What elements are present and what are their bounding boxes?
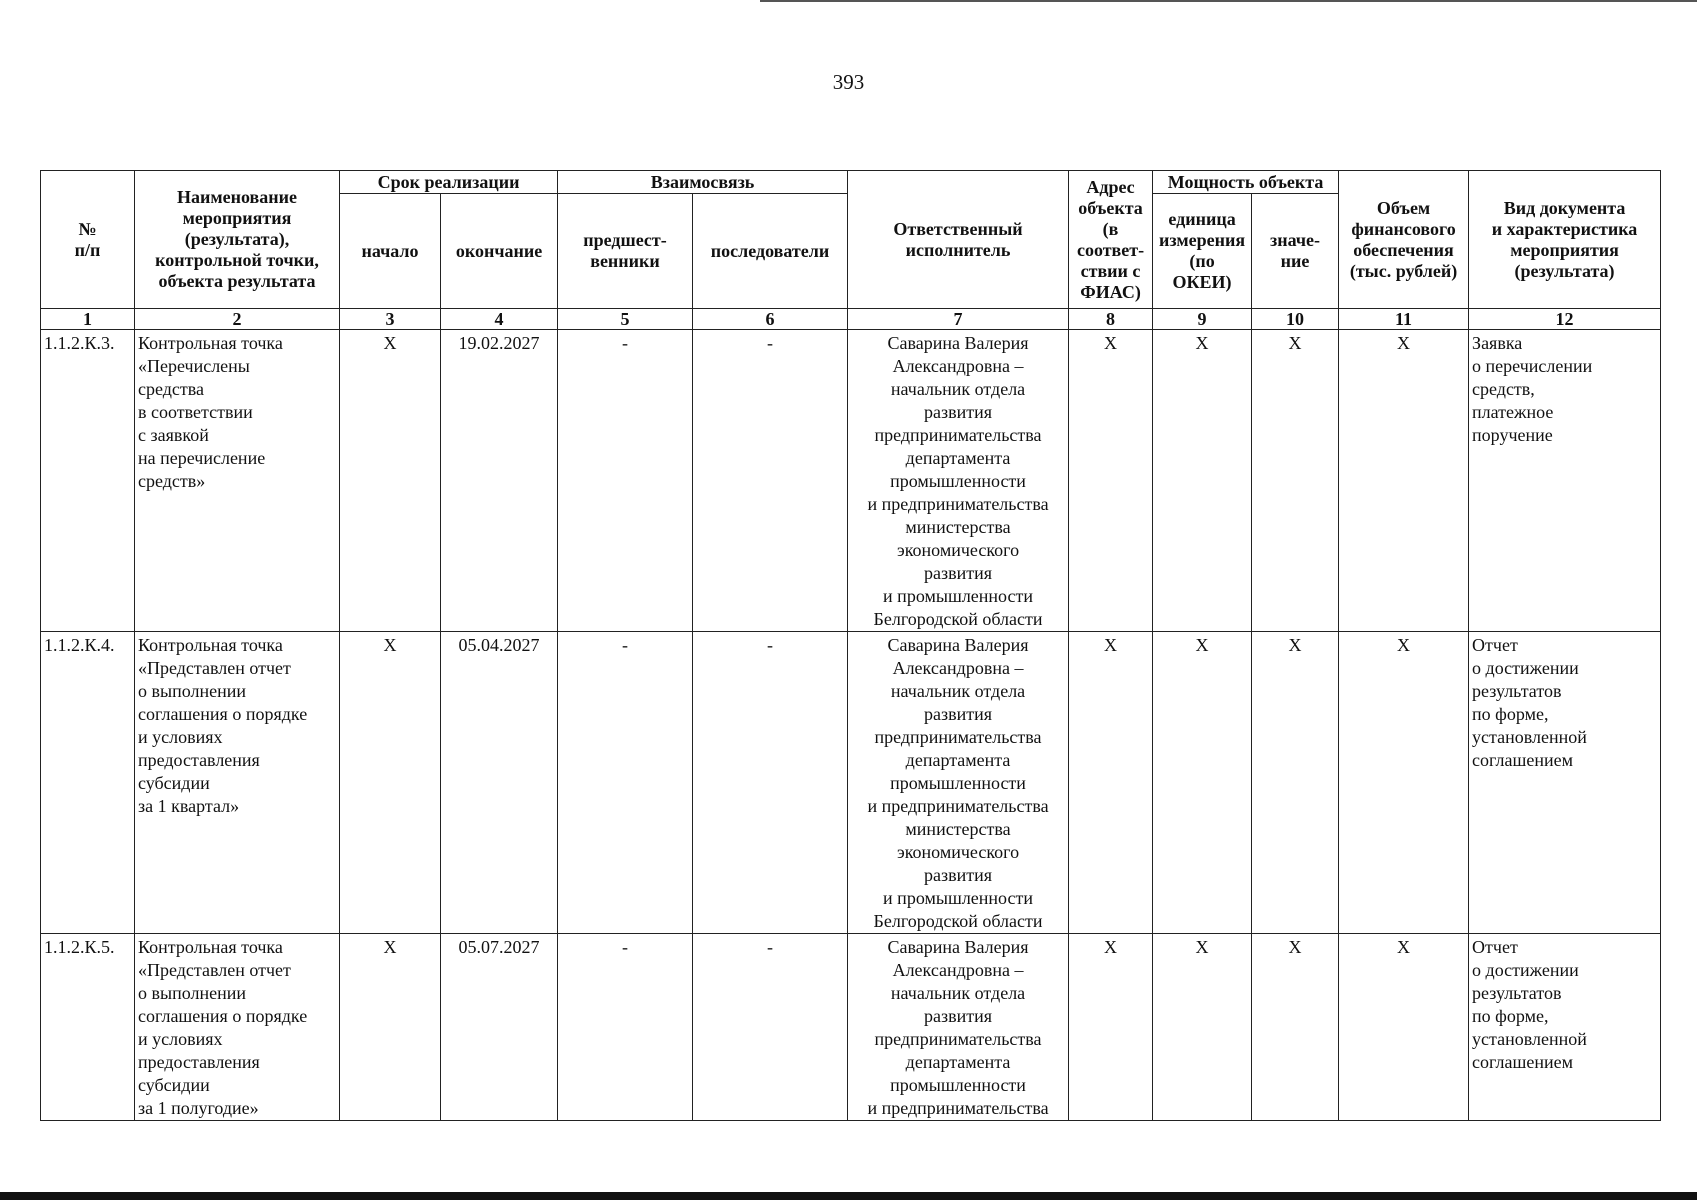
col-number: 9 [1153, 309, 1252, 330]
row-num: 1.1.2.К.5. [41, 934, 135, 1121]
row-predecessors: - [558, 934, 693, 1121]
header-address: Адрес объекта (в соответ- ствии с ФИАС) [1069, 171, 1153, 309]
col-number: 3 [340, 309, 441, 330]
row-successors: - [693, 330, 848, 632]
header-start: начало [340, 194, 441, 309]
col-number: 6 [693, 309, 848, 330]
row-end: 05.07.2027 [441, 934, 558, 1121]
header-period: Срок реализации [340, 171, 558, 194]
col-number: 8 [1069, 309, 1153, 330]
header-responsible: Ответственный исполнитель [848, 171, 1069, 309]
row-start: X [340, 632, 441, 934]
header-predecessors: предшест- венники [558, 194, 693, 309]
row-start: X [340, 330, 441, 632]
header-end: окончание [441, 194, 558, 309]
row-num: 1.1.2.К.4. [41, 632, 135, 934]
col-number: 12 [1469, 309, 1661, 330]
row-doc: Отчет о достижении результатов по форме, установленной соглашением [1469, 934, 1661, 1121]
row-responsible: Саварина Валерия Александровна – начальник отдела развития предпринимательства департамента промышленности и предпринимательства [848, 934, 1069, 1121]
row-unit: X [1153, 632, 1252, 934]
row-finance: X [1339, 934, 1469, 1121]
row-finance: X [1339, 330, 1469, 632]
row-address: X [1069, 330, 1153, 632]
plan-table [40, 170, 1661, 1121]
row-doc: Отчет о достижении результатов по форме, установленной соглашением [1469, 632, 1661, 934]
col-number: 5 [558, 309, 693, 330]
col-number: 2 [135, 309, 340, 330]
col-number: 1 [41, 309, 135, 330]
col-number: 10 [1252, 309, 1339, 330]
header-unit: единица измерения (по ОКЕИ) [1153, 194, 1252, 309]
row-name: Контрольная точка «Представлен отчет о выполнении соглашения о порядке и условиях предоставления субсидии за 1 квартал» [135, 632, 340, 934]
row-end: 05.04.2027 [441, 632, 558, 934]
row-predecessors: - [558, 632, 693, 934]
row-address: X [1069, 632, 1153, 934]
table-row [41, 632, 1661, 934]
row-start: X [340, 934, 441, 1121]
table-row [41, 934, 1661, 1121]
row-num: 1.1.2.К.3. [41, 330, 135, 632]
header-finance: Объем финансового обеспечения (тыс. рублей) [1339, 171, 1469, 309]
row-successors: - [693, 934, 848, 1121]
row-value: X [1252, 632, 1339, 934]
row-finance: X [1339, 632, 1469, 934]
col-number: 7 [848, 309, 1069, 330]
row-doc: Заявка о перечислении средств, платежное поручение [1469, 330, 1661, 632]
row-end: 19.02.2027 [441, 330, 558, 632]
row-responsible: Саварина Валерия Александровна – начальник отдела развития предпринимательства департамента промышленности и предпринимательства министерства экономического развития и промышленности Белгородской области [848, 330, 1069, 632]
row-name: Контрольная точка «Представлен отчет о выполнении соглашения о порядке и условиях предоставления субсидии за 1 полугодие» [135, 934, 340, 1121]
header-successors: последователи [693, 194, 848, 309]
table-row [41, 330, 1661, 632]
row-name: Контрольная точка «Перечислены средства в соответствии с заявкой на перечисление средств» [135, 330, 340, 632]
header-link: Взаимосвязь [558, 171, 848, 194]
bottom-bar [0, 1192, 1697, 1200]
row-unit: X [1153, 330, 1252, 632]
col-number: 11 [1339, 309, 1469, 330]
header-value: значе- ние [1252, 194, 1339, 309]
row-unit: X [1153, 934, 1252, 1121]
row-address: X [1069, 934, 1153, 1121]
row-responsible: Саварина Валерия Александровна – начальник отдела развития предпринимательства департамента промышленности и предпринимательства министерства экономического развития и промышленности Белгородской области [848, 632, 1069, 934]
header-capacity: Мощность объекта [1153, 171, 1339, 194]
header-num: № п/п [41, 171, 135, 309]
top-rule [760, 0, 1697, 2]
row-value: X [1252, 330, 1339, 632]
header-name: Наименование мероприятия (результата), контрольной точки, объекта результата [135, 171, 340, 309]
row-predecessors: - [558, 330, 693, 632]
row-successors: - [693, 632, 848, 934]
col-number: 4 [441, 309, 558, 330]
row-value: X [1252, 934, 1339, 1121]
page-number: 393 [832, 70, 865, 94]
header-doc-type: Вид документа и характеристика мероприятия (результата) [1469, 171, 1661, 309]
